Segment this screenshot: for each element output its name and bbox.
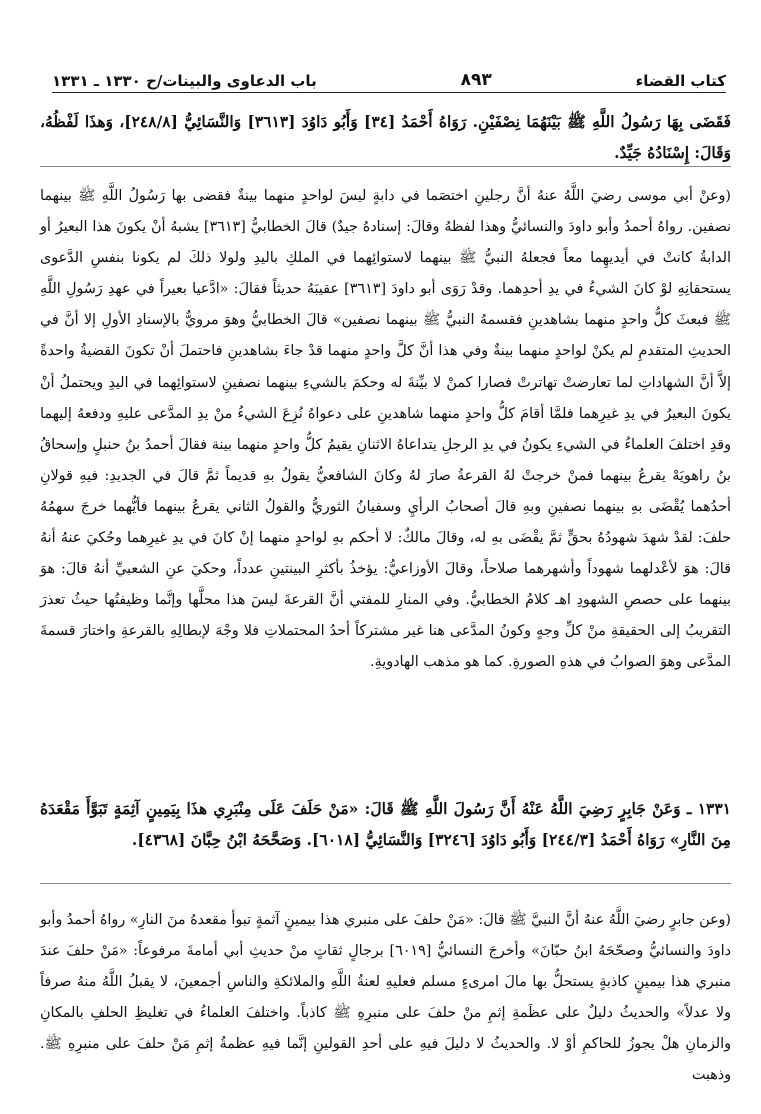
hadith-1331: ١٣٣١ ـ وَعَنْ جَابِرٍ رَضِيَ اللَّهُ عَنْهُ أَنَّ رَسُولَ اللَّهِ ﷺ قَالَ: «مَنْ حَلَفَ عَلَى مِنْبَرِي هذَا بِيَمِينٍ آثِمَةٍ تَبَوَّأَ مَقْعَدَهُ مِنَ النَّارِ» رَوَاهُ أَحْمَدُ [٢٤٤/٣] وَأَبُو دَاوُدَ [٣٢٤٦] وَالنَّسَائِيُّ [٦٠١٨]. وَصَحَّحَهُ ابْنُ حِبَّانَ [٤٣٦٨]. xyxy=(40,799,731,849)
commentary-1331: (وعن جابرٍ رضيَ اللَّهُ عنهُ أنَّ النبيَّ ﷺ قالَ: «مَنْ حلفَ على منبري هذا بيمينٍ آثمةٍ تبوأ مقعدهُ منَ النارِ» رواهُ أحمدُ وأبو داودَ والنسائيُّ وصحّحَهُ ابنُ حبّانَ» وأخرجَ النسائيُّ [٦٠١٩] برجالٍ ثقاتٍ منْ حديثِ أبي أمامةَ مرفوعاً: «مَنْ حلفَ عندَ منبري هذا بيمينٍ كاذبةٍ يستحلُّ بها مالَ امرىءٍ مسلم فعليهِ لعنةُ اللَّهِ والملائكةِ والناسِ أجمعينَ، لا يقبلُ اللَّهُ منهُ صرفاً ولا عدلاً» والحديثُ دليلٌ على عظَمةِ إثمِ منْ حلفَ على منبرِهِ ﷺ كاذباً. واختلفَ العلماءُ في تغليظِ الحلفِ بالمكانِ والزمانِ هلْ يجوزُ للحاكمِ أوْ لا. والحديثُ لا دليلَ فيهِ على أحدِ القولينِ إنَّما فيهِ عظمةُ إثمِ مَنْ حلفَ على منبرِهِ ﷺ. وذهبت xyxy=(40,912,731,1083)
book-title: كتاب القضاء xyxy=(635,72,726,90)
chapter-title: باب الدعاوى والبينات/ح ١٣٣٠ ـ ١٣٣١ xyxy=(52,72,317,90)
hadith-1330-ending: فَقَضَى بِهَا رَسُولُ اللَّهِ ﷺ بَيْنَهُمَا نِصْفَيْنِ. رَوَاهُ أَحْمَدُ [٣٤] وَأَبُو دَاوُدَ [٣٦١٣] وَالنَّسَائِيُّ [٢٤٨/٨]، وَهذَا لَفْظُهُ، وَقَالَ: إِسْنَادُهُ جَيِّدٌ. xyxy=(40,112,731,162)
page-number: ٨٩٣ xyxy=(460,70,492,90)
section-divider xyxy=(40,166,731,167)
commentary-1330: (وعنْ أبي موسى رضيَ اللَّهُ عنهُ أنَّ رجلينِ اختصَما في دابةٍ ليسَ لواحدٍ منهما بينةٌ فقضى بها رَسُولُ اللَّهِ ﷺ بينهما نصفين. رواهُ أحمدُ وأبو داودَ والنسائيُّ وهذا لفظهُ وقالَ: إسنادهُ جيدٌ) قالَ الخطابيُّ [٣٦١٣] يشبهُ أنْ يكونَ هذا البعيرُ أو الدابةُ كانتْ في أيديهِما معاً فجعلهُ النبيُّ ﷺ بينهما لاستوائِهما في الملكِ باليدِ ولولا ذلكَ لم يكونا بنفسِ الدَّعوى يستحقانِهِ لوْ كانَ الشيءُ في يدِ أحدِهما. وقدْ رَوَى أبو داودَ [٣٦١٣] عقيبَهُ حديثاً فقالَ: «ادَّعيا بعيراً في عهدِ رَسُولِ اللَّهِ ﷺ فبعثَ كلُّ واحدٍ منهما بشاهدينِ فقسمهُ النبيُّ ﷺ بينهما نصفين» قالَ الخطابيُّ وهوَ مرويٌّ بالإسنادِ الأولِ إلا أنَّ في الحديثِ المتقدمِ لم يكنْ لواحدٍ منهما بينةٌ وفي هذا أنَّ كلَّ واحدٍ منهما قدْ جاءَ بشاهدينِ فاحتملَ أنْ تكونَ القضيةُ واحدةً إلاَّ أنَّ الشهاداتِ لما تعارضتْ تهاترتْ فصارا كمنْ لا بيِّنةَ له وحكمَ بالشيءِ بينهما نصفينِ لاستوائِهما في اليدِ ويحتملُ أنْ يكونَ البعيرُ في يدِ غيرِهما فلمَّا أقامَ كلُّ واحدٍ منهما شاهدينِ على دعواهُ نُزِعَ الشيءُ منْ يدِ المدَّعى عليهِ ودفعهُ إليهما وقدِ اختلفَ العلماءُ في الشيءِ يكونُ في يدِ الرجلِ يتداعاهُ الاثنانِ يقيمُ كلُّ واحدٍ منهما بينة فقالَ أحمدُ بنُ حنبلٍ وإسحاقُ بنُ راهويَهْ يقرعُ بينهما فمنْ خرجتْ لهُ القرعةُ صارَ لهُ وكانَ الشافعيُّ يقولُ بهِ قديماً ثمَّ قالَ في الجديدِ: فيهِ قولانِ أحدُهما يُقْضَى بهِ بينهما نصفينِ وبهِ قالَ أصحابُ الرأيِ وسفيانُ الثوريُّ والقولُ الثاني يقرعُ بينهما فأيُّهما خرجَ سهمُهُ حلفَ: لقدْ شهدَ شهودُهُ بحقٍّ ثمَّ يقْضَى بهِ له، وقالَ مالكٌ: لا أحكم بهِ لواحدٍ منهما إنْ كانَ في يدِ غيرِهما وحُكيَ عنهُ أنهُ قالَ: هوَ لأعْدلهما شهوداً وأشهرهما صلاحاً، وقالَ الأوزاعيُّ: يؤخذُ بأكثرِ البينتينِ عدداً، وحكيَ عنِ الشعبيِّ أنهُ قالَ: هوَ بينهما على حصصِ الشهودِ اهـ كلامُ الخطابيُّ. وفي المنارِ للمفتي أنَّ القرعةَ ليسَ هذا محلَّها وإنَّما وظيفتُها حيثُ تعذرَ التقريبُ إلى الحقيقةِ منْ كلِّ وجهٍ وكونُ المدَّعى هنا غير مشتركاً أحدُ المحتملاتِ فلا وجْهَ لإبطالِهِ بالقرعةِ واختارَ قسمةَ المدَّعى وهوَ الصوابُ في هذهِ الصورةِ. كما هو مذهب الهادويةِ. xyxy=(40,188,731,671)
section-divider xyxy=(40,883,731,884)
running-header xyxy=(52,60,726,90)
header-rule xyxy=(52,92,726,93)
